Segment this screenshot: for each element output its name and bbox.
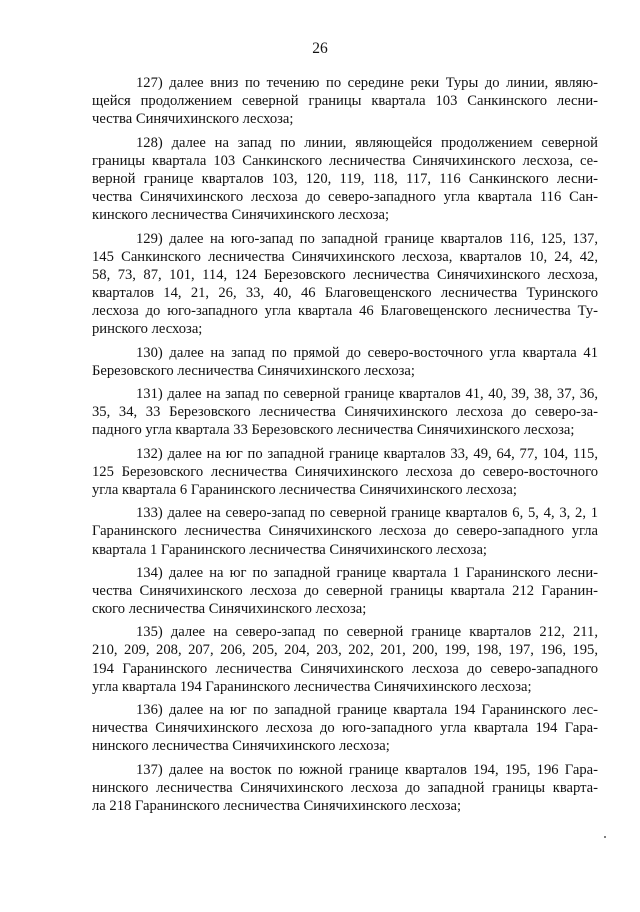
paragraph-line: угла квартала 194 Гаранинского лесничества Синячихинского лесхоза;	[92, 678, 532, 695]
paragraph-line: угла квартала 6 Гаранинского лесничества Синячихинского лесхоза;	[92, 481, 517, 498]
paragraph-line: ла 218 Гаранинского лесничества Синячихинского лесхоза;	[92, 797, 462, 814]
document-body	[92, 74, 598, 820]
paragraph-line: 133) далее на северо-запад по северной границе кварталов 6, 5, 4, 3, 2, 1	[136, 505, 598, 522]
paragraph-130	[92, 344, 598, 380]
paragraph-line: ринского лесхоза;	[92, 321, 203, 338]
paragraph-line: 127) далее вниз по течению по середине реки Туры до линии, являю-	[136, 75, 598, 91]
paragraph-line: щейся продолжением северной границы квартала 103 Санкинского лесни-	[92, 93, 598, 110]
paragraph-line: Гаранинского лесничества Синячихинского лесхоза до северо-западного угла	[92, 523, 598, 540]
paragraph-line: 136) далее на юг по западной границе квартала 194 Гаранинского лес-	[136, 702, 598, 718]
paragraph-line: Березовского лесничества Синячихинского лесхоза;	[92, 362, 415, 379]
paragraph-line: ничества Синячихинского лесхоза до юго-западного угла квартала 194 Гара-	[92, 720, 598, 737]
paragraph-line: лесхоза до юго-западного угла квартала 46 Благовещенского лесничества Ту-	[92, 303, 598, 320]
paragraph-137	[92, 761, 598, 816]
paragraph-line: 130) далее на запад по прямой до северо-восточного угла квартала 41	[136, 344, 598, 361]
paragraph-line: 131) далее на запад по северной границе кварталов 41, 40, 39, 38, 37, 36,	[136, 386, 598, 402]
paragraph-line: 210, 209, 208, 207, 206, 205, 204, 203, 202, 201, 200, 199, 198, 197, 196, 195,	[92, 642, 598, 659]
paragraph-line: 137) далее на восток по южной границе кварталов 194, 195, 196 Гара-	[136, 761, 598, 778]
scan-speck	[604, 836, 606, 838]
paragraph-131	[92, 385, 598, 440]
paragraph-line: 129) далее на юго-запад по западной границе кварталов 116, 125, 137,	[136, 230, 598, 247]
paragraph-line: 134) далее на юг по западной границе квартала 1 Гаранинского лесни-	[136, 564, 598, 581]
paragraph-132	[92, 445, 598, 500]
paragraph-133	[92, 504, 598, 559]
paragraph-line: 145 Санкинского лесничества Синячихинского лесхоза, кварталов 10, 24, 42,	[92, 248, 598, 265]
paragraph-line: падного угла квартала 33 Березовского лесничества Синячихинского лесхоза;	[92, 422, 575, 439]
paragraph-line: чества Синячихинского лесхоза до северной границы квартала 212 Гаранин-	[92, 582, 598, 599]
paragraph-line: чества Синячихинского лесхоза до северо-западного угла квартала 116 Сан-	[92, 189, 598, 206]
paragraph-line: верной границе кварталов 103, 120, 119, 118, 117, 116 Санкинского лесни-	[92, 170, 598, 187]
paragraph-line: границы квартала 103 Санкинского лесничества Синячихинского лесхоза, се-	[92, 152, 598, 169]
paragraph-line: 125 Березовского лесничества Синячихинского лесхоза до северо-восточного	[92, 463, 598, 480]
paragraph-128	[92, 134, 598, 225]
page-number: 26	[312, 40, 328, 57]
paragraph-line: квартала 1 Гаранинского лесничества Синячихинского лесхоза;	[92, 541, 487, 558]
paragraph-line: 132) далее на юг по западной границе кварталов 33, 49, 64, 77, 104, 115,	[136, 445, 598, 462]
paragraph-134	[92, 564, 598, 619]
paragraph-line: ского лесничества Синячихинского лесхоза;	[92, 601, 367, 618]
paragraph-line: нинского лесничества Синячихинского лесхоза;	[92, 738, 390, 755]
paragraph-line: 135) далее на северо-запад по северной границе кварталов 212, 211,	[136, 624, 598, 641]
paragraph-line: нинского лесничества Синячихинского лесхоза до западной границы кварта-	[92, 779, 598, 796]
paragraph-127	[92, 74, 598, 129]
paragraph-129	[92, 230, 598, 339]
paragraph-line: 58, 73, 87, 101, 114, 124 Березовского лесничества Синячихинского лесхоза,	[92, 266, 598, 283]
paragraph-line: 128) далее на запад по линии, являющейся продолжением северной	[136, 134, 598, 151]
paragraph-line: 194 Гаранинского лесничества Синячихинского лесхоза до северо-западного	[92, 660, 598, 677]
paragraph-line: кинского лесничества Синячихинского лесхоза;	[92, 207, 390, 224]
paragraph-line: 35, 34, 33 Березовского лесничества Синячихинского лесхоза до северо-за-	[92, 404, 598, 421]
paragraph-135	[92, 623, 598, 696]
paragraph-line: чества Синячихинского лесхоза;	[92, 111, 294, 128]
paragraph-line: кварталов 14, 21, 26, 33, 40, 46 Благовещенского лесничества Туринского	[92, 285, 598, 302]
paragraph-136	[92, 701, 598, 756]
